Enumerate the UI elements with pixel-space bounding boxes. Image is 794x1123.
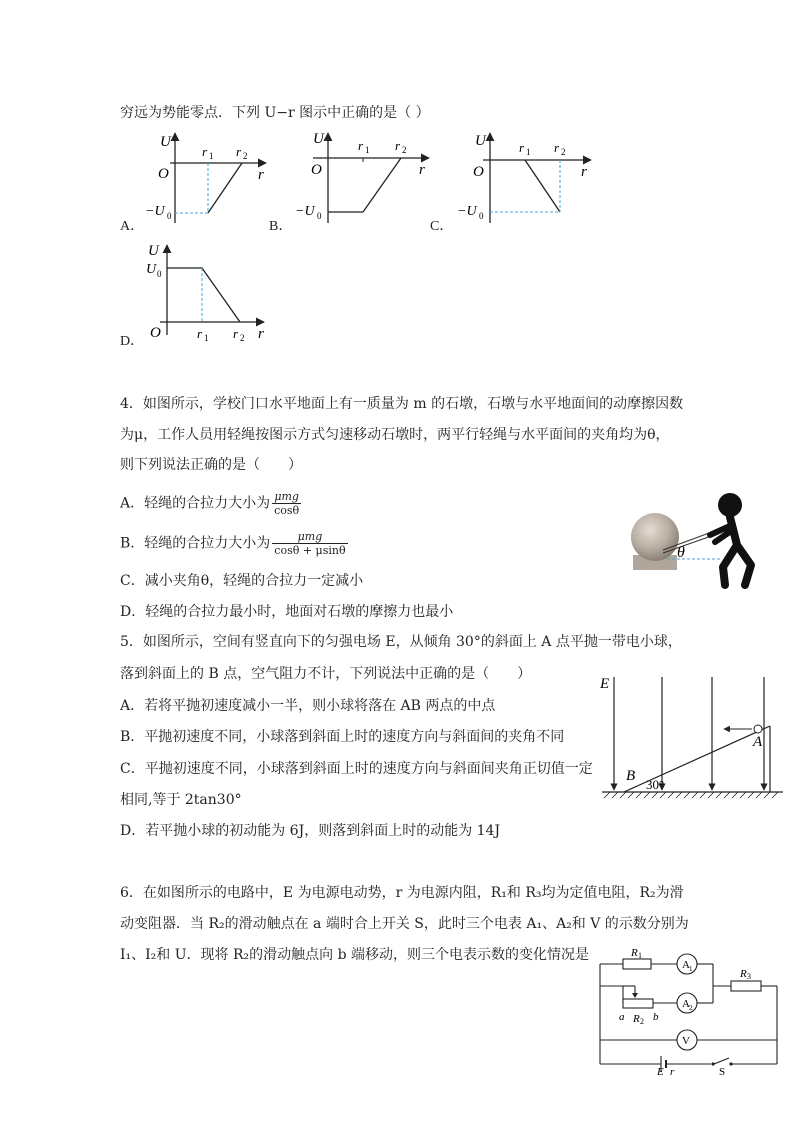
r1-sub: 1 [365, 145, 370, 155]
r1-label: r [358, 138, 364, 153]
axis-u-label: U [160, 134, 171, 150]
switch-s-label: S [719, 1066, 726, 1078]
option-b-label: B． [269, 219, 293, 234]
q4-option-b-numerator: μmg [272, 530, 347, 544]
q5-option-c-line-1: C．平抛初速度不同，小球落到斜面上时的速度方向与斜面间夹角正切值一定 [120, 761, 593, 777]
origin-label: O [150, 325, 161, 341]
q4-option-a [120, 490, 301, 517]
axis-r-label: r [581, 164, 587, 180]
q6-circuit [595, 944, 785, 1078]
q5-option-a: A．若将平抛初速度减小一半，则小球将落在 AB 两点的中点 [120, 698, 496, 714]
r1-sub: 1 [526, 147, 531, 157]
angle-label: 30° [646, 777, 665, 792]
neg-u0-label: −U [295, 204, 315, 219]
source-r-label: r [670, 1066, 675, 1078]
r2-sub: 2 [402, 145, 407, 155]
r1-label: R [631, 947, 638, 959]
r1-sub: 1 [638, 951, 642, 960]
r3-sub: 3 [747, 972, 751, 981]
r2-label: r [395, 138, 401, 153]
r1-label: r [202, 144, 208, 159]
q4-option-c: C．减小夹角θ，轻绳的合拉力一定减小 [120, 573, 364, 589]
axis-r-label: r [258, 167, 264, 183]
option-c-label: C． [430, 219, 454, 234]
q4-option-b-denominator: cosθ + μsinθ [274, 544, 346, 557]
q4-option-b [120, 530, 348, 557]
neg-u0-label: −U [457, 204, 477, 219]
u0-sub: 0 [479, 211, 484, 221]
point-b-label: B [626, 768, 636, 784]
r1-label: r [519, 140, 525, 155]
terminal-a-label: a [619, 1011, 625, 1023]
origin-label: O [473, 164, 484, 180]
axis-r-label: r [258, 326, 264, 342]
neg-u0-label: −U [145, 204, 165, 219]
theta-label: θ [677, 544, 685, 561]
r2-label: r [233, 326, 239, 341]
r1-sub: 1 [209, 151, 214, 161]
q4-option-a-denominator: cosθ [274, 504, 300, 517]
q4-stem-line-2: 为μ，工作人员用轻绳按图示方式匀速移动石墩时，两平行轻绳与水平面间的夹角均为θ， [120, 427, 670, 443]
origin-label: O [158, 166, 169, 182]
q6-stem-line-3: I₁、I₂和 U．现将 R₂的滑动触点向 b 端移动，则三个电表示数的变化情况是 [120, 947, 589, 963]
r3-label: R [740, 968, 747, 980]
r2-sub: 2 [561, 147, 566, 157]
axis-u-label: U [313, 131, 324, 147]
u0-sub: 0 [167, 211, 172, 221]
q5-option-d: D．若平抛小球的初动能为 6J，则落到斜面上时的动能为 14J [120, 823, 501, 839]
u0-label: U [146, 262, 157, 277]
point-a-label: A [753, 734, 763, 750]
r1-sub: 1 [204, 333, 209, 343]
q4-option-a-numerator: μmg [272, 490, 301, 504]
r1-label: r [197, 326, 203, 341]
u0-sub: 0 [317, 211, 322, 221]
r2-sub: 2 [243, 151, 248, 161]
axis-u-label: U [475, 133, 486, 149]
origin-label: O [311, 162, 322, 178]
a1-label: A [682, 959, 690, 971]
q4-stem-line-3: 则下列说法正确的是（ ） [120, 457, 302, 473]
q5-stem-line-2: 落到斜面上的 B 点，空气阻力不计，下列说法中正确的是（ ） [120, 666, 532, 682]
option-a-label: A． [120, 219, 145, 234]
r2-label: r [236, 144, 242, 159]
q5-stem-line-1: 5．如图所示，空间有竖直向下的匀强电场 E，从倾角 30°的斜面上 A 点平抛一带电小球， [120, 634, 682, 650]
v-label: V [682, 1035, 690, 1047]
option-d-label: D． [120, 334, 145, 349]
r2-sub: 2 [240, 333, 245, 343]
source-e-label: E [657, 1066, 664, 1078]
graph-b [293, 128, 433, 228]
q4-option-d: D．轻绳的合拉力最小时，地面对石墩的摩擦力也最小 [120, 604, 454, 620]
q5-option-c-line-2: 相同,等于 2tan30° [120, 792, 242, 808]
q5-option-b: B．平抛初速度不同，小球落到斜面上时的速度方向与斜面间的夹角不同 [120, 729, 565, 745]
graph-a [140, 128, 270, 228]
q4-option-b-text: B．轻绳的合拉力大小为 [120, 535, 271, 552]
q3-intro: 穷远为势能零点．下列 U−r 图示中正确的是（ ） [120, 105, 430, 121]
q4-stem-line-1: 4．如图所示，学校门口水平地面上有一质量为 m 的石墩，石墩与水平地面间的动摩擦因数 [120, 396, 684, 412]
a1-sub: 1 [689, 965, 693, 973]
u0-sub: 0 [157, 269, 162, 279]
r2-label: R [633, 1013, 640, 1025]
q4-figure [625, 487, 790, 597]
q4-option-a-text: A．轻绳的合拉力大小为 [120, 495, 271, 512]
a2-label: A [682, 998, 690, 1010]
field-e-label: E [600, 676, 610, 692]
r2-label: r [554, 140, 560, 155]
graph-d [140, 240, 280, 350]
q6-stem-line-1: 6．在如图所示的电路中，E 为电源电动势，r 为电源内阻，R₁和 R₃均为定值电阻，R₂为滑 [120, 885, 684, 901]
q6-stem-line-2: 动变阻器．当 R₂的滑动触点在 a 端时合上开关 S，此时三个电表 A₁、A₂和 V 的示数分别为 [120, 916, 689, 932]
q5-figure [598, 672, 788, 802]
a2-sub: 2 [689, 1004, 693, 1012]
axis-u-label: U [148, 243, 159, 259]
axis-r-label: r [419, 162, 425, 178]
terminal-b-label: b [653, 1011, 659, 1023]
r2-sub: 2 [640, 1017, 644, 1026]
graph-c [455, 128, 595, 228]
